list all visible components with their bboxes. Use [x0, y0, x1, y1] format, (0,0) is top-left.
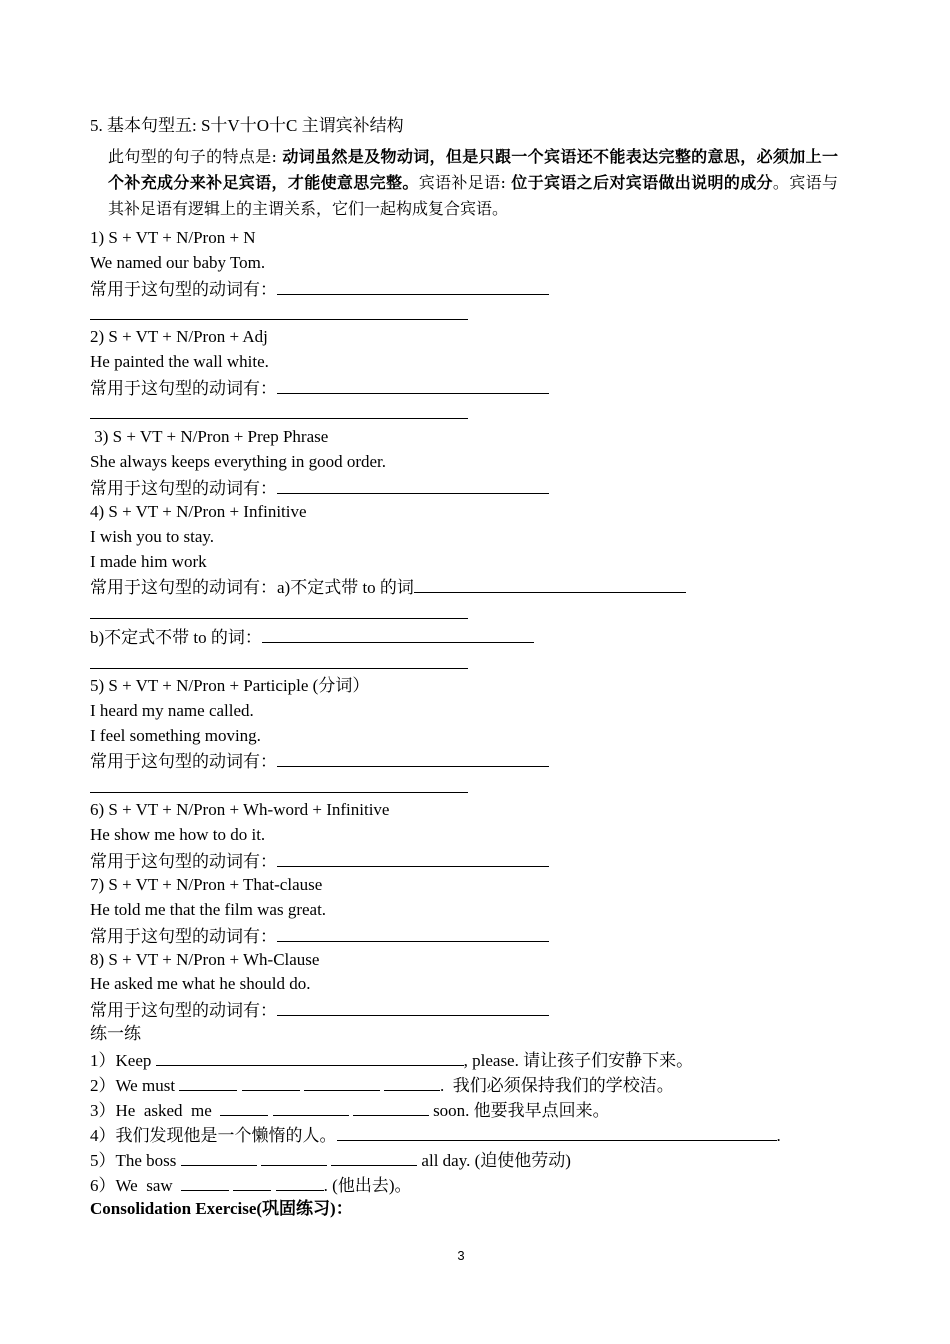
practice-text: all day. (迫使他劳动): [417, 1151, 571, 1170]
answer-line[interactable]: [90, 319, 468, 320]
verbs-prompt: 常用于这句型的动词有：: [90, 752, 277, 771]
verbs-prompt: 常用于这句型的动词有：: [90, 379, 277, 398]
intro-paragraph: [108, 144, 838, 222]
pattern-1-title: 1) S + VT + N/Pron + N: [90, 228, 256, 247]
page-number: 3: [457, 1248, 465, 1263]
pattern-4-verbs-b: [90, 626, 534, 648]
answer-blank[interactable]: [179, 1074, 237, 1091]
answer-blank[interactable]: [277, 377, 549, 394]
pattern-7-title: 7) S + VT + N/Pron + That-clause: [90, 875, 323, 894]
practice-text: 2）We must: [90, 1076, 180, 1095]
answer-blank[interactable]: [353, 1099, 429, 1116]
pattern-5-verbs: [90, 750, 549, 772]
pattern-8-title: 8) S + VT + N/Pron + Wh-Clause: [90, 950, 320, 969]
practice-item-4: [90, 1124, 781, 1146]
answer-blank[interactable]: [414, 576, 686, 593]
practice-text: . 我们必须保持我们的学校洁。: [440, 1076, 674, 1095]
verbs-prompt: 常用于这句型的动词有：: [90, 578, 277, 597]
practice-text: 1）Keep: [90, 1051, 156, 1070]
pattern-7-verbs: [90, 925, 549, 947]
verbs-prompt: 常用于这句型的动词有：: [90, 852, 277, 871]
answer-line[interactable]: [90, 792, 468, 793]
answer-line[interactable]: [90, 668, 468, 669]
answer-blank[interactable]: [220, 1099, 268, 1116]
answer-blank[interactable]: [304, 1074, 380, 1091]
answer-blank[interactable]: [277, 750, 549, 767]
answer-blank[interactable]: [262, 626, 534, 643]
answer-blank[interactable]: [337, 1124, 777, 1141]
intro-tail: 。宾语与其补足语有逻辑上的主谓关系，它们一起构成复合宾语。: [108, 173, 838, 218]
intro-mid: 宾语补足语:: [418, 173, 506, 192]
pattern-8-verbs: [90, 999, 549, 1021]
answer-blank[interactable]: [233, 1174, 271, 1191]
pattern-4-verbs-a: [90, 576, 686, 598]
pattern-3-verbs: [90, 477, 549, 499]
pattern-8-example: He asked me what he should do.: [90, 974, 311, 993]
pattern-3-example: She always keeps everything in good order.: [90, 452, 387, 471]
answer-blank[interactable]: [277, 999, 549, 1016]
infinitive-with-to-label: a)不定式带 to 的词: [277, 578, 414, 597]
verbs-prompt: 常用于这句型的动词有：: [90, 479, 277, 498]
answer-blank[interactable]: [277, 925, 549, 942]
answer-blank[interactable]: [277, 850, 549, 867]
pattern-5-example-2: I feel something moving.: [90, 726, 261, 745]
practice-text: soon. 他要我早点回来。: [428, 1101, 610, 1120]
pattern-4-example-1: I wish you to stay.: [90, 527, 215, 546]
pattern-5-title: 5) S + VT + N/Pron + Participle (分词）: [90, 676, 370, 695]
pattern-5-example-1: I heard my name called.: [90, 701, 254, 720]
pattern-1-example: We named our baby Tom.: [90, 253, 266, 272]
practice-text: 6）We saw: [90, 1176, 182, 1195]
infinitive-without-to-label: b)不定式不带 to 的词：: [90, 628, 262, 647]
intro-lead: 此句型的句子的特点是:: [108, 147, 277, 166]
answer-blank[interactable]: [242, 1074, 300, 1091]
answer-blank[interactable]: [181, 1149, 257, 1166]
section-title: 5. 基本句型五: S十V十O十C 主谓宾补结构: [90, 116, 404, 135]
pattern-4-title: 4) S + VT + N/Pron + Infinitive: [90, 502, 307, 521]
pattern-2-example: He painted the wall white.: [90, 352, 269, 371]
practice-heading: 练一练: [90, 1024, 141, 1043]
verbs-prompt: 常用于这句型的动词有：: [90, 927, 277, 946]
practice-text: 4）我们发现他是一个懒惰的人。: [90, 1126, 337, 1145]
answer-blank[interactable]: [384, 1074, 440, 1091]
pattern-6-verbs: [90, 850, 549, 872]
answer-blank[interactable]: [181, 1174, 229, 1191]
practice-item-5: [90, 1149, 571, 1171]
intro-bold-definition: 动词虽然是及物动词，但是只跟一个宾语还不能表达完整的意思，必须加上一个补充成分来补足宾语，才能使意思完整。: [108, 147, 838, 192]
answer-line[interactable]: [90, 418, 468, 419]
answer-blank[interactable]: [277, 278, 549, 295]
pattern-7-example: He told me that the film was great.: [90, 900, 327, 919]
practice-text: .: [776, 1126, 781, 1145]
practice-item-2: [90, 1074, 674, 1096]
pattern-3-title: 3) S + VT + N/Pron + Prep Phrase: [90, 427, 329, 446]
answer-blank[interactable]: [276, 1174, 324, 1191]
answer-blank[interactable]: [277, 477, 549, 494]
practice-item-1: [90, 1049, 693, 1071]
practice-text: 3）He asked me: [90, 1101, 221, 1120]
practice-item-3: [90, 1099, 610, 1121]
pattern-2-title: 2) S + VT + N/Pron + Adj: [90, 327, 268, 346]
pattern-2-verbs: [90, 377, 549, 399]
pattern-1-verbs: [90, 278, 549, 300]
pattern-6-example: He show me how to do it.: [90, 825, 266, 844]
practice-text: , please. 请让孩子们安静下来。: [463, 1051, 694, 1070]
answer-blank[interactable]: [261, 1149, 327, 1166]
answer-blank[interactable]: [331, 1149, 417, 1166]
practice-text: 5）The boss: [90, 1151, 181, 1170]
practice-text: . (他出去)。: [323, 1176, 412, 1195]
practice-item-6: [90, 1174, 412, 1196]
verbs-prompt: 常用于这句型的动词有：: [90, 280, 277, 299]
answer-line[interactable]: [90, 618, 468, 619]
pattern-6-title: 6) S + VT + N/Pron + Wh-word + Infinitive: [90, 800, 390, 819]
answer-blank[interactable]: [156, 1049, 464, 1066]
intro-bold-complement: 位于宾语之后对宾语做出说明的成分: [511, 173, 773, 192]
answer-blank[interactable]: [273, 1099, 349, 1116]
consolidation-heading: Consolidation Exercise(巩固练习)：: [90, 1199, 353, 1218]
pattern-4-example-2: I made him work: [90, 552, 207, 571]
verbs-prompt: 常用于这句型的动词有：: [90, 1001, 277, 1020]
